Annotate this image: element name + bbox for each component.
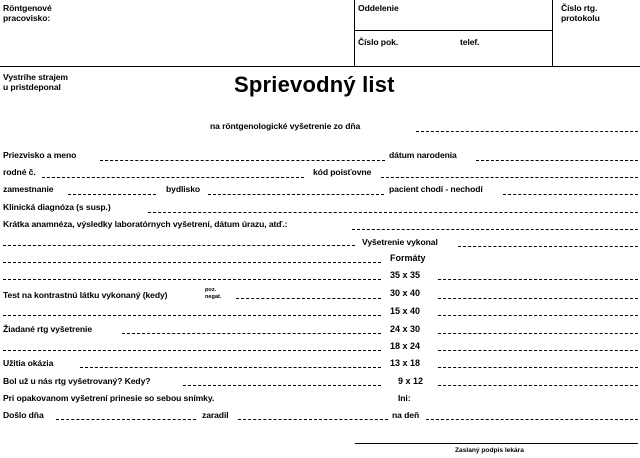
header-divider-2 (552, 0, 553, 66)
anamnesis-field-line-2[interactable] (3, 245, 355, 246)
tolerance-field[interactable] (80, 367, 381, 368)
contrast-test-field-line-2[interactable] (3, 315, 381, 316)
protocol-number-label: Číslo rtg. protokolu (561, 3, 600, 23)
performed-exam-field[interactable] (458, 246, 638, 247)
exam-date-label: na röntgenologické vyšetrenie zo dňa (210, 121, 361, 131)
format-18x24: 18 x 24 (390, 341, 421, 351)
bring-images-label: Pri opakovanom vyšetrení prinesie so sebou snímky. (3, 393, 215, 403)
anamnesis-field[interactable] (352, 229, 638, 230)
signature-label: Zaslaný podpis lekára (455, 447, 524, 454)
diagnosis-field[interactable] (148, 212, 638, 213)
department-label: Röntgenové pracovisko: (3, 3, 52, 23)
residence-field[interactable] (208, 194, 384, 195)
requested-exam-label: Žiadané rtg vyšetrenie (3, 324, 93, 334)
format-24x30-count[interactable] (438, 333, 638, 334)
header-row-divider (354, 30, 552, 31)
format-35x35-count[interactable] (438, 279, 638, 280)
previous-exam-label: Bol už u nás rtg vyšetrovaný? Kedy? (3, 376, 151, 386)
employment-label: zamestnanie (3, 184, 54, 194)
ward-label: Oddelenie (358, 3, 399, 13)
format-15x40: 15 x 40 (390, 306, 421, 316)
employment-field[interactable] (68, 194, 156, 195)
birth-date-label: dátum narodenia (389, 150, 457, 160)
format-18x24-count[interactable] (438, 350, 638, 351)
exam-date-field[interactable] (416, 131, 638, 132)
previous-exam-field[interactable] (183, 385, 381, 386)
requested-exam-field[interactable] (122, 333, 381, 334)
residence-label: bydlisko (166, 184, 201, 194)
requested-exam-field-line-2[interactable] (3, 350, 381, 351)
mobility-field[interactable] (503, 194, 638, 195)
patient-name-field[interactable] (100, 160, 385, 161)
diagnosis-label: Klinická diagnóza (s susp.) (3, 202, 111, 212)
format-35x35: 35 x 35 (390, 270, 421, 280)
on-day-field[interactable] (426, 419, 638, 420)
performed-exam-label: Vyšetrenie vykonal (362, 237, 438, 247)
format-30x40: 30 x 40 (390, 288, 421, 298)
format-15x40-count[interactable] (438, 315, 638, 316)
birth-number-field[interactable] (42, 177, 304, 178)
mobility-label[interactable]: pacient chodí - nechodí (389, 184, 483, 194)
patient-name-label: Priezvisko a meno (3, 150, 77, 160)
anamnesis-label: Krátka anamnéza, výsledky laboratórnych vyšetrení, dátum úrazu, atď.: (3, 219, 288, 229)
tolerance-label: Užitia okázia (3, 358, 54, 368)
contrast-neg-label[interactable]: negat. (205, 294, 222, 300)
birth-date-field[interactable] (476, 160, 638, 161)
delivered-label: Došlo dňa (3, 410, 44, 420)
format-13x18: 13 x 18 (390, 358, 421, 368)
format-13x18-count[interactable] (438, 367, 638, 368)
ini-label: Ini: (398, 393, 411, 403)
format-24x30: 24 x 30 (390, 324, 421, 334)
record-number-label: Číslo pok. (358, 37, 399, 47)
header-divider-1 (354, 0, 355, 66)
anamnesis-field-line-4[interactable] (3, 279, 381, 280)
insurer-code-label: kód poisťovne (313, 167, 372, 177)
insurer-code-field[interactable] (381, 177, 638, 178)
contrast-pos-label[interactable]: poz. (205, 287, 217, 293)
page-title: Sprievodný list (234, 72, 395, 97)
format-9x12: 9 x 12 (398, 376, 424, 386)
order-field[interactable] (238, 419, 388, 420)
order-label: zaradil (202, 410, 229, 420)
contrast-test-label: Test na kontrastnú látku vykonaný (kedy) (3, 290, 168, 300)
signature-line[interactable] (355, 443, 638, 444)
format-9x12-count[interactable] (438, 385, 638, 386)
contrast-test-field[interactable] (236, 298, 381, 299)
format-30x40-count[interactable] (438, 298, 638, 299)
formats-label: Formáty (390, 253, 426, 263)
delivered-field[interactable] (56, 419, 196, 420)
birth-number-label: rodné č. (3, 167, 36, 177)
header-bottom-border (0, 66, 640, 67)
phone-label: telef. (460, 37, 480, 47)
anamnesis-field-line-3[interactable] (3, 262, 381, 263)
on-day-label: na deň (392, 410, 420, 420)
remove-note: Vystrihe strajem u pristdeponal (3, 72, 68, 92)
